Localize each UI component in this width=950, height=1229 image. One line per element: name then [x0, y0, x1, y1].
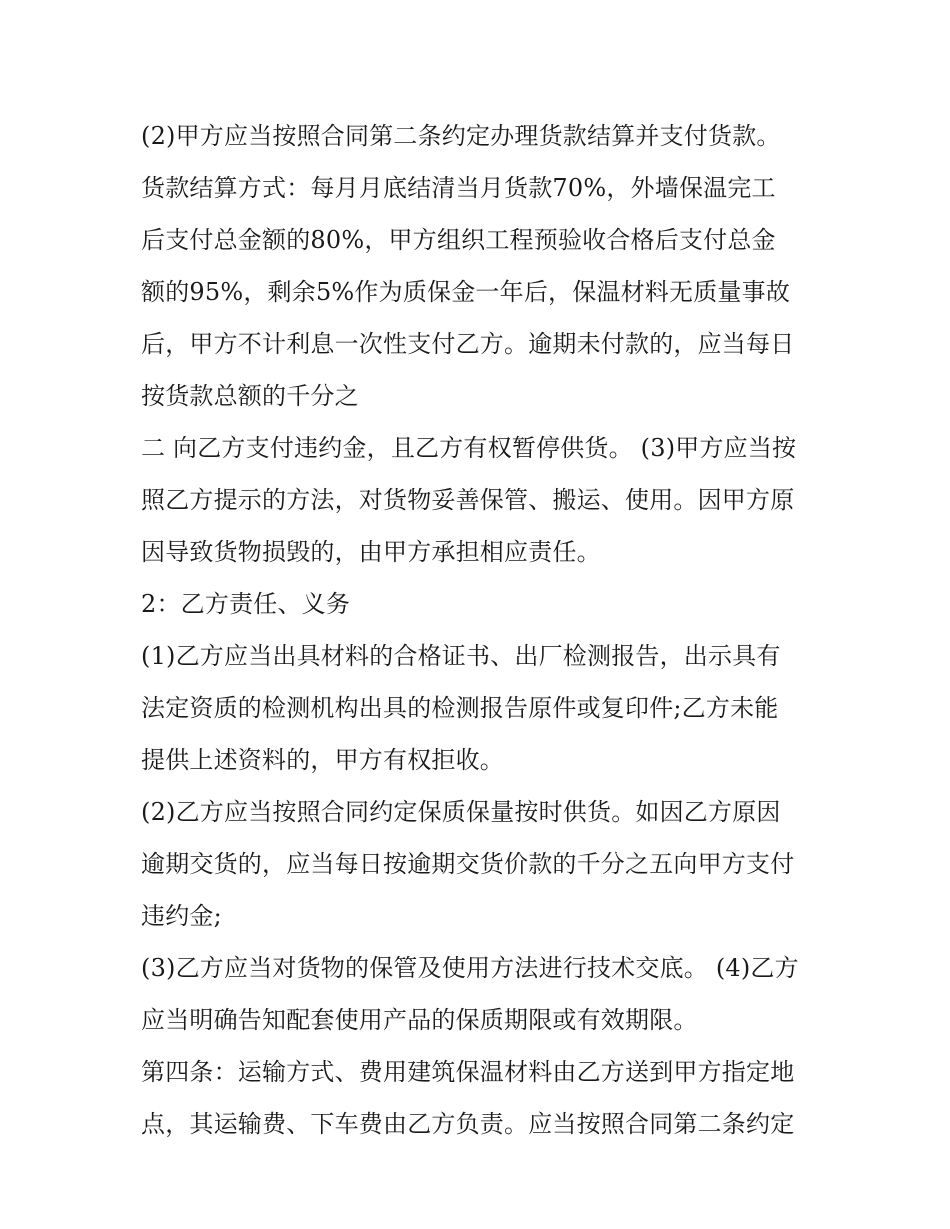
- text-line: (3)乙方应当对货物的保管及使用方法进行技术交底。 (4)乙方: [141, 954, 799, 982]
- text-line: 按货款总额的千分之: [141, 382, 359, 410]
- section-heading: 2：乙方责任、义务: [141, 590, 351, 618]
- text-line: 应当明确告知配套使用产品的保质期限或有效期限。: [141, 1006, 698, 1034]
- text-line: 因导致货物损毁的，由甲方承担相应责任。: [141, 538, 601, 566]
- text-line: 额的95%，剩余5%作为质保金一年后，保温材料无质量事故: [141, 278, 791, 306]
- text-line: (2)甲方应当按照合同第二条约定办理货款结算并支付货款。: [141, 122, 781, 150]
- text-line: 提供上述资料的，甲方有权拒收。: [141, 746, 504, 774]
- text-line: 照乙方提示的方法，对货物妥善保管、搬运、使用。因甲方原: [141, 486, 795, 514]
- text-line: 点，其运输费、下车费由乙方负责。应当按照合同第二条约定: [141, 1110, 795, 1138]
- text-line: (2)乙方应当按照合同约定保质保量按时供货。如因乙方原因: [141, 798, 781, 826]
- text-line: 后支付总金额的80%，甲方组织工程预验收合格后支付总金: [141, 226, 776, 254]
- text-line: 法定资质的检测机构出具的检测报告原件或复印件;乙方未能: [141, 694, 779, 722]
- text-line: (1)乙方应当出具材料的合格证书、出厂检测报告，出示具有: [141, 642, 781, 670]
- text-line: 二 向乙方支付违约金，且乙方有权暂停供货。 (3)甲方应当按: [141, 434, 797, 462]
- text-line: 逾期交货的，应当每日按逾期交货价款的千分之五向甲方支付: [141, 850, 795, 878]
- document-body: [141, 110, 821, 1150]
- text-line: 后，甲方不计利息一次性支付乙方。逾期未付款的，应当每日: [141, 330, 795, 358]
- text-line: 违约金;: [141, 902, 222, 930]
- text-line: 货款结算方式：每月月底结清当月货款70%，外墙保温完工: [141, 174, 776, 202]
- article-heading-line: 第四条：运输方式、费用建筑保温材料由乙方送到甲方指定地: [141, 1058, 795, 1086]
